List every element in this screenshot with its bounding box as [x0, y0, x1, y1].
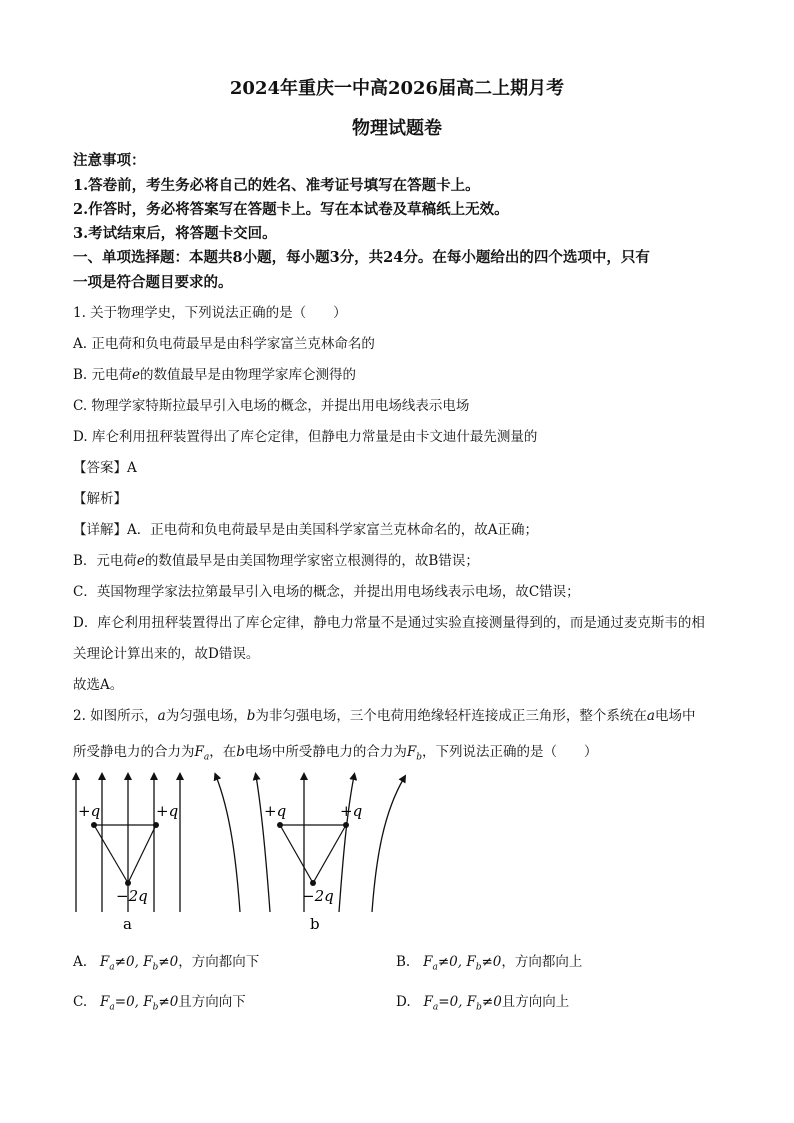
q1-answer: 【答案】A [73, 460, 137, 476]
q2-option-a: A. $F_a\ne 0$, $F_b\ne 0$，方向都向下 [73, 954, 260, 973]
charge-label-b-bottom: −2q [302, 887, 334, 905]
q2-stem-line-2: 所受静电力的合力为$F_a$，在b电场中所受静电力的合力为$F_b$，下列说法正确的是（ ） [73, 744, 598, 763]
q2-option-d: D. $F_a=0$, $F_b\ne 0$且方向向上 [396, 994, 570, 1013]
notice-item-1: 1.答卷前，考生务必将自己的姓名、准考证号填写在答题卡上。 [73, 177, 480, 194]
charge-label-b-left: +q [264, 802, 287, 820]
charge-dot-a-bottom [125, 880, 131, 886]
q1-detail-d-line-1: D．库仑利用扭秤装置得出了库仑定律，静电力常量不是通过实验直接测量得到的，而是通过麦克斯韦的相 [73, 615, 705, 631]
charge-dot-a-left [91, 822, 97, 828]
charge-label-b-right: +q [340, 802, 363, 820]
figure-label-a: a [123, 915, 132, 933]
q2-option-b-math: $F_a\ne 0$, $F_b\ne 0$ [423, 954, 502, 973]
q1-option-c: C. 物理学家特斯拉最早引入电场的概念，并提出用电场线表示电场 [73, 398, 470, 414]
notice-item-3: 3.考试结束后，将答题卡交回。 [73, 225, 277, 242]
q2-option-d-math: $F_a=0$, $F_b\ne 0$ [423, 994, 502, 1013]
charge-label-a-bottom: −2q [116, 887, 148, 905]
charge-dot-b-left [277, 822, 283, 828]
notice-item-2: 2.作答时，务必将答案写在答题卡上。写在本试卷及草稿纸上无效。 [73, 201, 509, 218]
charge-label-a-left: +q [78, 802, 101, 820]
q2-option-c: C. $F_a=0$, $F_b\ne 0$且方向向下 [73, 994, 246, 1013]
q1-stem: 1. 关于物理学史，下列说法正确的是（ ） [73, 305, 347, 321]
q2-option-a-math: $F_a\ne 0$, $F_b\ne 0$ [99, 954, 179, 973]
q2-figure [0, 762, 794, 942]
triangle-b [280, 825, 346, 883]
exam-subtitle: 物理试题卷 [352, 118, 442, 139]
q1-conclusion: 故选A。 [73, 677, 124, 693]
q2-stem-line-1: 2. 如图所示，a为匀强电场，b为非匀强电场，三个电荷用绝缘轻杆连接成正三角形，整个系统在a电场中 [73, 708, 696, 724]
section-heading-line-1: 一、单项选择题：本题共8小题，每小题3分，共24分。在每小题给出的四个选项中，只有 [73, 249, 650, 266]
charge-dot-a-right [153, 822, 159, 828]
section-heading-line-2: 一项是符合题目要求的。 [73, 274, 233, 291]
exam-title: 2024年重庆一中高2026届高二上期月考 [229, 78, 565, 99]
q1-option-b: B. 元电荷e的数值最早是由物理学家库仑测得的 [73, 367, 357, 383]
charge-label-a-right: +q [156, 802, 179, 820]
q1-analysis-label: 【解析】 [73, 491, 127, 507]
notice-heading: 注意事项： [73, 152, 146, 169]
charge-dot-b-bottom [310, 880, 316, 886]
q1-option-d: D. 库仑利用扭秤装置得出了库仑定律，但静电力常量是由卡文迪什最先测量的 [73, 429, 538, 445]
charge-dot-b-right [343, 822, 349, 828]
q1-detail-b: B．元电荷e的数值最早是由美国物理学家密立根测得的，故B错误； [73, 553, 479, 569]
q2-option-c-math: $F_a=0$, $F_b\ne 0$ [100, 994, 179, 1013]
q1-detail-c: C．英国物理学家法拉第最早引入电场的概念，并提出用电场线表示电场，故C错误； [73, 584, 580, 600]
q1-detail-d-line-2: 关理论计算出来的，故D错误。 [73, 646, 260, 662]
triangle-a [94, 825, 156, 883]
q1-option-a: A. 正电荷和负电荷最早是由科学家富兰克林命名的 [73, 336, 375, 352]
figure-label-b: b [310, 915, 320, 933]
q1-detail-a: 【详解】A．正电荷和负电荷最早是由美国科学家富兰克林命名的，故A正确； [73, 522, 538, 538]
q2-option-b: B. $F_a\ne 0$, $F_b\ne 0$，方向都向上 [396, 954, 583, 973]
